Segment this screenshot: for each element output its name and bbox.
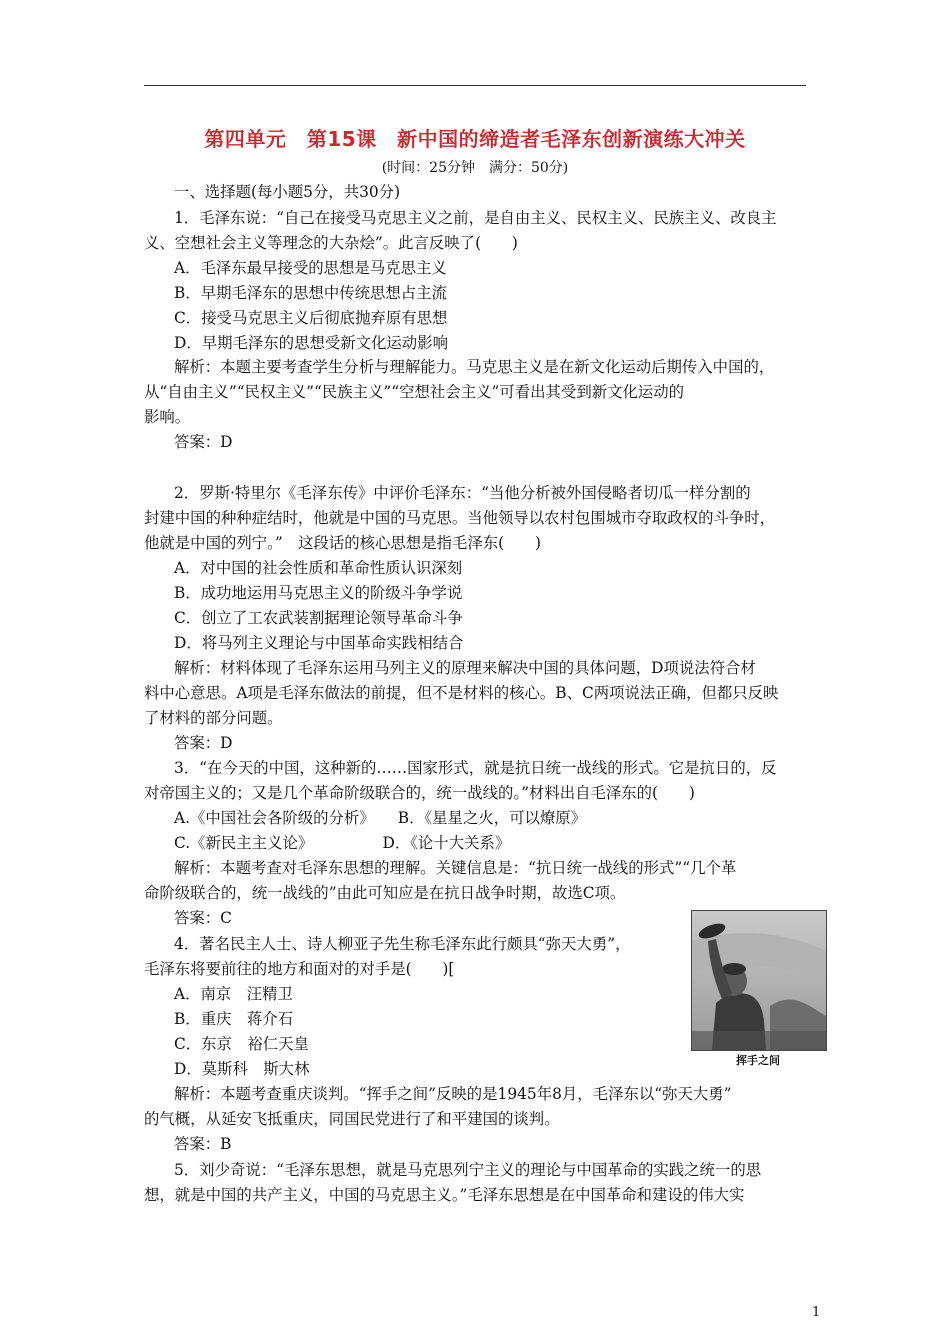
q2-option-c: C．创立了工农武装割据理论领导革命斗争 (174, 609, 463, 627)
q2-stem: 封建中国的种种症结时，他就是中国的马克思。当他领导以农村包围城市夺取政权的斗争时， (144, 509, 776, 527)
q3-answer: 答案：C (174, 909, 232, 927)
q3-stem: 3．“在今天的中国，这种新的……国家形式，就是抗日统一战线的形式。它是抗日的，反 (174, 759, 777, 777)
page-number: 1 (812, 1305, 821, 1320)
q2-stem: 他就是中国的列宁。” 这段话的核心思想是指毛泽东( ) (144, 534, 541, 552)
q4-stem: 4．著名民主人士、诗人柳亚子先生称毛泽东此行颇具“弥天大勇”， (174, 935, 631, 953)
q3-explanation: 命阶级联合的，统一战线的”由此可知应是在抗日战争时期，故选C项。 (144, 884, 626, 902)
q2-explanation: 了材料的部分问题。 (144, 709, 283, 727)
q1-explanation: 解析：本题主要考查学生分析与理解能力。马克思主义是在新文化运动后期传入中国的， (174, 358, 775, 376)
q3-options-ab: A.《中国社会各阶级的分析》 B．《星星之火，可以燎原》 (174, 809, 587, 827)
q1-option-c: C．接受马克思主义后彻底抛弃原有思想 (174, 309, 448, 327)
q1-option-a: A．毛泽东最早接受的思想是马克思主义 (174, 259, 447, 277)
q2-option-b: B．成功地运用马克思主义的阶级斗争学说 (174, 584, 463, 602)
q1-option-d: D．早期毛泽东的思想受新文化运动影响 (174, 334, 448, 352)
q4-option-d: D．莫斯科 斯大林 (174, 1060, 310, 1078)
q2-answer: 答案：D (174, 734, 233, 752)
q1-stem: 义、空想社会主义等理念的大杂烩”。此言反映了( ) (144, 234, 518, 252)
q5-stem: 想，就是中国的共产主义，中国的马克思主义。”毛泽东思想是在中国革命和建设的伟大实 (144, 1186, 745, 1204)
q2-stem: 2．罗斯·特里尔《毛泽东传》中评价毛泽东：“当他分析被外国侵略者切瓜一样分割的 (174, 484, 751, 502)
q3-stem: 对帝国主义的；又是几个革命阶级联合的，统一战线的。”材料出自毛泽东的( ) (144, 784, 695, 802)
q2-option-a: A．对中国的社会性质和革命性质认识深刻 (174, 559, 463, 577)
page-title: 第四单元 第15课 新中国的缔造者毛泽东创新演练大冲关 (204, 127, 746, 151)
q2-explanation: 解析：材料体现了毛泽东运用马列主义的原理来解决中国的具体问题，D项说法符合材 (174, 659, 756, 677)
q5-stem: 5．刘少奇说：“毛泽东思想，就是马克思列宁主义的理论与中国革命的实践之统一的思 (174, 1161, 762, 1179)
q1-stem: 1．毛泽东说：“自己在接受马克思主义之前，是自由主义、民权主义、民族主义、改良主 (174, 209, 777, 227)
q1-answer: 答案：D (174, 433, 233, 451)
q2-explanation: 料中心意思。A项是毛泽东做法的前提，但不是材料的核心。B、C两项说法正确，但都只反映 (144, 684, 779, 702)
q1-explanation: 影响。 (144, 408, 191, 426)
q2-option-d: D．将马列主义理论与中国革命实践相结合 (174, 634, 464, 652)
photo-caption: 挥手之间 (736, 1054, 780, 1067)
q4-option-b: B．重庆 蒋介石 (174, 1010, 294, 1028)
q4-stem: 毛泽东将要前往的地方和面对的对手是( )[ (144, 960, 455, 978)
q4-option-a: A．南京 汪精卫 (174, 985, 293, 1003)
q4-explanation: 的气概，从延安飞抵重庆，同国民党进行了和平建国的谈判。 (144, 1110, 560, 1128)
section-heading: 一、选择题(每小题5分，共30分) (174, 183, 401, 201)
q3-options-cd: C.《新民主主义论》 D．《论十大关系》 (174, 834, 511, 852)
q3-explanation: 解析：本题考查对毛泽东思想的理解。关键信息是：“抗日统一战线的形式”“几个革 (174, 859, 737, 877)
q1-explanation: 从“自由主义”“民权主义”“民族主义”“空想社会主义”可看出其受到新文化运动的 (144, 383, 685, 401)
q4-explanation: 解析：本题考查重庆谈判。“挥手之间”反映的是1945年8月，毛泽东以“弥天大勇” (174, 1085, 732, 1103)
photo-illustration (692, 911, 826, 1050)
waving-photo (691, 910, 827, 1051)
q4-option-c: C．东京 裕仁天皇 (174, 1035, 309, 1053)
header-rule (144, 85, 806, 86)
page-subtitle: (时间：25分钟 满分：50分) (381, 160, 569, 176)
q1-option-b: B．早期毛泽东的思想中传统思想占主流 (174, 284, 447, 302)
q4-answer: 答案：B (174, 1135, 232, 1153)
